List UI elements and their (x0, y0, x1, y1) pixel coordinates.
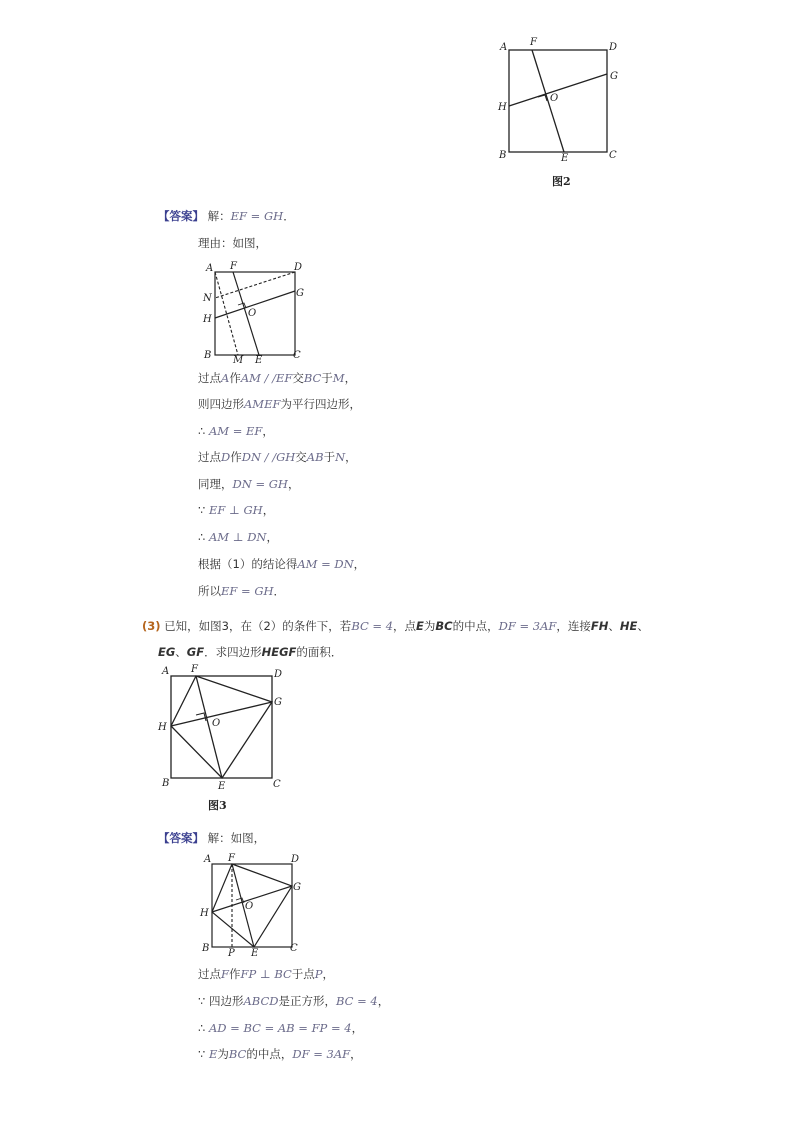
label-e: E (255, 355, 263, 366)
step-line: 过点A作AM / /EF交BC于M， (198, 371, 357, 385)
question-3-line-2: EG、GF．求四边形HEGF的面积． (158, 645, 343, 659)
label-c: C (273, 779, 281, 790)
label-a: A (500, 42, 508, 53)
label-b: B (202, 943, 210, 954)
answer-1-figure (198, 258, 313, 368)
label-b: B (204, 350, 212, 361)
answer-1-reason: 理由：如图， (198, 236, 267, 250)
label-f: F (230, 261, 237, 272)
label-h: H (200, 908, 209, 919)
step-line: ∵ 四边形ABCD是正方形，BC = 4， (198, 994, 390, 1008)
step-line: ∴ AM = EF， (198, 424, 274, 438)
label-p: P (228, 948, 235, 959)
answer-1-diagram (198, 258, 313, 368)
answer-3-diagram (198, 850, 313, 960)
label-o: O (248, 308, 257, 319)
step-line: ∴ AD = BC = AB = FP = 4， (198, 1021, 364, 1035)
label-b: B (162, 778, 170, 789)
label-c: C (290, 943, 298, 954)
label-c: C (293, 350, 301, 361)
step-line: 过点F作FP ⊥ BC于点P， (198, 967, 335, 981)
label-d: D (609, 42, 618, 53)
label-e: E (561, 153, 569, 164)
label-a: A (206, 263, 214, 274)
label-h: H (203, 314, 212, 325)
answer-tag: 【答案】 (158, 831, 204, 845)
label-a: A (204, 854, 212, 865)
label-e: E (218, 781, 226, 792)
step-line: 过点D作DN / /GH交AB于N， (198, 450, 357, 464)
answer-1-first-line: 【答案】 解：EF = GH． (158, 209, 295, 223)
label-h: H (158, 722, 167, 733)
label-h: H (498, 102, 507, 113)
label-f: F (228, 853, 235, 864)
answer-3-figure (198, 850, 313, 960)
figure-2-diagram (490, 34, 630, 164)
label-f: F (191, 664, 198, 675)
label-g: G (274, 697, 282, 708)
step-line: 则四边形AMEF为平行四边形， (198, 397, 361, 411)
figure-3-diagram (150, 660, 300, 795)
label-o: O (550, 93, 559, 104)
label-f: F (530, 37, 537, 48)
question-number: (3) (142, 619, 161, 633)
label-d: D (274, 669, 283, 680)
label-o: O (212, 718, 221, 729)
answer-tag: 【答案】 (158, 209, 204, 223)
label-o: O (245, 901, 254, 912)
figure-3-caption: 图3 (208, 799, 227, 812)
step-line: 根据（1）的结论得AM = DN， (198, 557, 366, 571)
label-g: G (293, 882, 301, 893)
label-d: D (294, 262, 303, 273)
question-3-line-1: (3) 已知，如图3，在（2）的条件下，若BC = 4，点E为BC的中点，DF = 3AF，连接FH、HE、 (142, 619, 649, 633)
label-n: N (203, 293, 212, 304)
answer-3-first-line: 【答案】 解：如图， (158, 831, 266, 845)
label-g: G (296, 288, 304, 299)
step-line: 同理，DN = GH， (198, 477, 300, 491)
figure-2 (490, 34, 630, 194)
figure-3 (150, 660, 300, 815)
step-line: ∵ E为BC的中点，DF = 3AF， (198, 1047, 362, 1061)
figure-2-caption: 图2 (552, 175, 571, 188)
step-line: 所以EF = GH． (198, 584, 286, 598)
label-m: M (233, 355, 244, 366)
label-a: A (162, 666, 170, 677)
label-g: G (610, 71, 618, 82)
step-line: ∴ AM ⊥ DN， (198, 530, 278, 544)
label-b: B (499, 150, 507, 161)
label-d: D (291, 854, 300, 865)
label-e: E (251, 948, 259, 959)
label-c: C (609, 150, 617, 161)
step-line: ∵ EF ⊥ GH， (198, 503, 275, 517)
